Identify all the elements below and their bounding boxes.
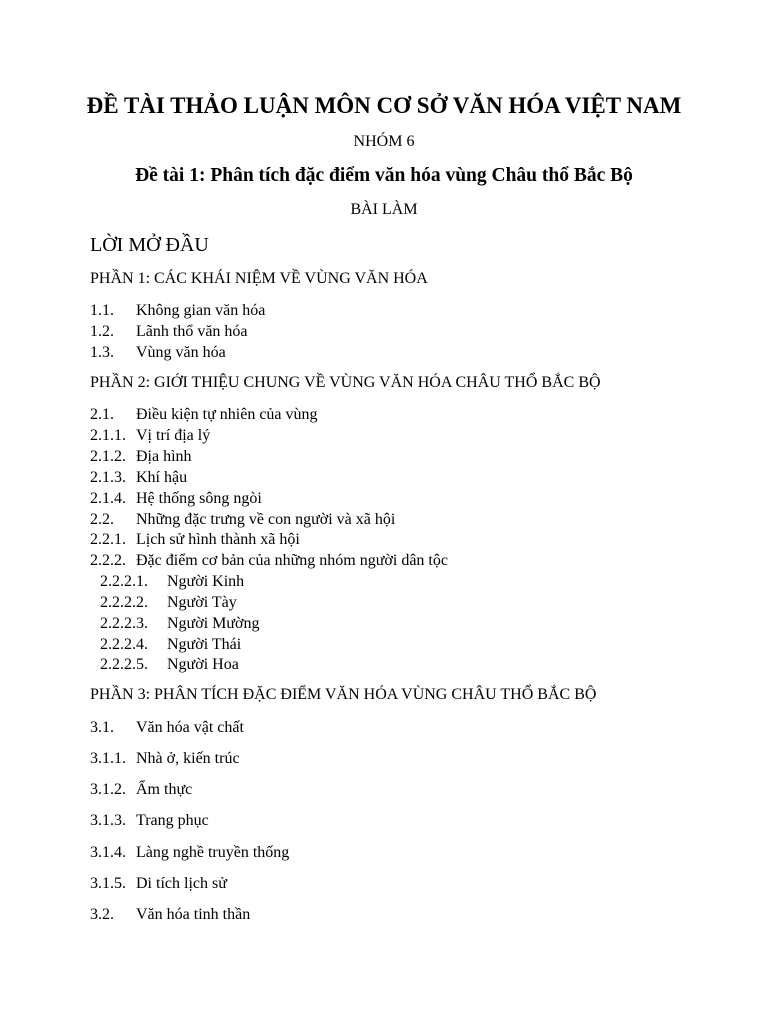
item-number: 3.1.1. xyxy=(90,750,126,767)
list-item xyxy=(90,489,262,509)
item-number: 2.2.1. xyxy=(90,531,126,548)
list-item xyxy=(90,551,448,571)
item-text: Người Hoa xyxy=(167,656,239,673)
item-number: 2.2.2.1. xyxy=(100,573,148,590)
item-text: Văn hóa tinh thần xyxy=(136,906,251,923)
list-item xyxy=(90,468,187,488)
list-item xyxy=(100,655,239,675)
part2-heading: PHẦN 2: GIỚI THIỆU CHUNG VỀ VÙNG VĂN HÓA CHÂU THỔ BẮC BỘ xyxy=(90,374,601,391)
item-text: Nhà ở, kiến trúc xyxy=(136,750,240,767)
item-text: Người Thái xyxy=(167,636,242,653)
item-number: 2.1. xyxy=(90,406,114,423)
item-number: 2.2.2.5. xyxy=(100,656,148,673)
item-number: 2.2. xyxy=(90,511,114,528)
list-item xyxy=(90,749,240,769)
item-text: Lịch sử hình thành xã hội xyxy=(136,531,300,548)
list-item xyxy=(90,874,227,894)
document-title: ĐỀ TÀI THẢO LUẬN MÔN CƠ SỞ VĂN HÓA VIỆT NAM xyxy=(86,93,682,118)
bai-lam-label: BÀI LÀM xyxy=(350,201,418,218)
list-item xyxy=(90,780,192,800)
list-item xyxy=(90,530,300,550)
item-number: 2.2.2.4. xyxy=(100,636,148,653)
list-item xyxy=(90,343,226,363)
item-text: Khí hậu xyxy=(136,469,188,486)
item-number: 1.3. xyxy=(90,344,114,361)
list-item xyxy=(90,718,244,738)
list-item xyxy=(100,614,260,634)
topic-title: Đề tài 1: Phân tích đặc điểm văn hóa vùng Châu thổ Bắc Bộ xyxy=(135,165,633,186)
list-item xyxy=(90,811,209,831)
item-number: 3.1.5. xyxy=(90,875,126,892)
item-text: Những đặc trưng về con người và xã hội xyxy=(136,511,396,528)
item-number: 2.2.2.2. xyxy=(100,594,148,611)
item-text: Người Mường xyxy=(167,615,260,632)
item-number: 3.2. xyxy=(90,906,114,923)
item-number: 2.1.1. xyxy=(90,427,126,444)
item-text: Văn hóa vật chất xyxy=(136,719,244,736)
list-item xyxy=(90,510,395,530)
list-item xyxy=(90,447,192,467)
list-item xyxy=(90,405,318,425)
item-text: Di tích lịch sử xyxy=(136,875,227,892)
item-number: 3.1. xyxy=(90,719,114,736)
item-text: Lãnh thổ văn hóa xyxy=(136,323,248,340)
intro-heading: LỜI MỞ ĐẦU xyxy=(90,234,209,256)
item-text: Ẩm thực xyxy=(136,781,193,798)
list-item xyxy=(90,301,265,321)
item-number: 2.1.3. xyxy=(90,469,126,486)
list-item xyxy=(90,322,248,342)
item-number: 2.2.2. xyxy=(90,552,126,569)
item-number: 3.1.4. xyxy=(90,844,126,861)
item-text: Làng nghề truyền thống xyxy=(136,844,290,861)
item-text: Đặc điểm cơ bản của những nhóm người dân tộc xyxy=(136,552,448,569)
group-label: NHÓM 6 xyxy=(353,133,415,150)
part3-heading: PHẦN 3: PHÂN TÍCH ĐẶC ĐIỂM VĂN HÓA VÙNG CHÂU THỔ BẮC BỘ xyxy=(90,686,597,703)
list-item xyxy=(100,593,237,613)
list-item xyxy=(90,426,210,446)
item-text: Trang phục xyxy=(136,812,209,829)
item-number: 1.1. xyxy=(90,302,114,319)
item-number: 2.2.2.3. xyxy=(100,615,148,632)
item-number: 1.2. xyxy=(90,323,114,340)
item-text: Điều kiện tự nhiên của vùng xyxy=(136,406,318,423)
item-number: 3.1.3. xyxy=(90,812,126,829)
list-item xyxy=(90,905,250,925)
item-text: Không gian văn hóa xyxy=(136,302,266,319)
part1-heading: PHẦN 1: CÁC KHÁI NIỆM VỀ VÙNG VĂN HÓA xyxy=(90,270,428,287)
list-item xyxy=(100,572,244,592)
item-number: 2.1.2. xyxy=(90,448,126,465)
item-text: Vùng văn hóa xyxy=(136,344,226,361)
item-text: Hệ thống sông ngòi xyxy=(136,490,262,507)
item-text: Người Kinh xyxy=(167,573,245,590)
item-text: Vị trí địa lý xyxy=(136,427,211,444)
list-item xyxy=(90,843,289,863)
item-number: 3.1.2. xyxy=(90,781,126,798)
item-text: Địa hình xyxy=(136,448,192,465)
item-number: 2.1.4. xyxy=(90,490,126,507)
item-text: Người Tày xyxy=(167,594,237,611)
list-item xyxy=(100,635,241,655)
